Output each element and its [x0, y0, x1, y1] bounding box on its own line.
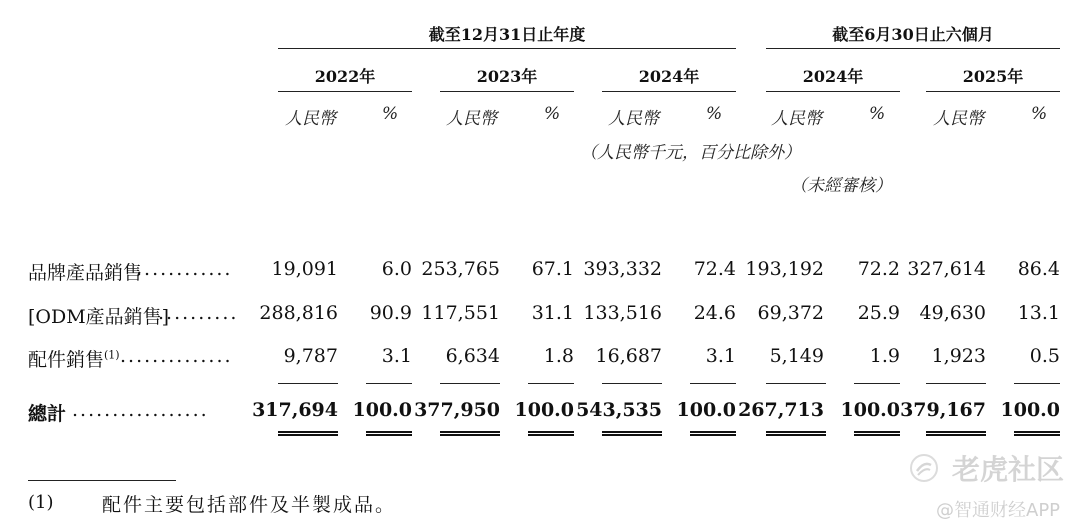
footnote-separator: [28, 480, 176, 481]
total-double-rule: [440, 431, 500, 436]
cell-total-value: 317,694: [252, 399, 338, 421]
total-double-rule: [766, 431, 826, 436]
unit-pct: %: [544, 104, 561, 124]
subtotal-rule: [278, 383, 338, 384]
cell-value: 16,687: [595, 345, 662, 367]
total-double-rule: [690, 431, 736, 436]
total-double-rule: [602, 431, 662, 436]
row-label: [28, 345, 120, 372]
cell-value: 1,923: [931, 345, 986, 367]
subtotal-rule: [766, 383, 826, 384]
cell-value: 327,614: [907, 258, 986, 280]
cell-pct: 6.0: [381, 258, 412, 280]
cell-total-pct: 100.0: [676, 399, 736, 421]
cell-pct: 3.1: [381, 345, 412, 367]
total-double-rule: [926, 431, 986, 436]
total-double-rule: [366, 431, 412, 436]
cell-pct: 3.1: [705, 345, 736, 367]
cell-total-pct: 100.0: [840, 399, 900, 421]
subtotal-rule: [1014, 383, 1060, 384]
cell-value: 69,372: [757, 302, 824, 324]
year-header: 2023年: [476, 67, 538, 86]
unit-pct: %: [706, 104, 723, 124]
year-header: 2024年: [802, 67, 864, 86]
cell-value: 393,332: [583, 258, 662, 280]
subtotal-rule: [528, 383, 574, 384]
header-group-annual: 截至12月31日止年度: [428, 25, 586, 44]
row-label: [ODM產品銷售]: [28, 306, 170, 328]
cell-pct: 72.2: [857, 258, 900, 280]
cell-value: 5,149: [769, 345, 824, 367]
leader-dots: ............: [136, 258, 233, 280]
unit-rmb: 人民幣: [446, 109, 497, 129]
subtotal-rule: [366, 383, 412, 384]
cell-pct: 25.9: [857, 302, 900, 324]
unit-rmb: 人民幣: [608, 109, 659, 129]
cell-pct: 67.1: [531, 258, 574, 280]
total-double-rule: [1014, 431, 1060, 436]
unit-rmb: 人民幣: [285, 109, 336, 129]
subtotal-rule: [854, 383, 900, 384]
cell-total-value: 267,713: [738, 399, 824, 421]
year-header-rule: [278, 91, 412, 92]
cell-pct: 1.9: [869, 345, 900, 367]
total-double-rule: [854, 431, 900, 436]
cell-total-pct: 100.0: [352, 399, 412, 421]
total-double-rule: [528, 431, 574, 436]
year-header: 2022年: [314, 67, 376, 86]
unit-pct: %: [869, 104, 886, 124]
header-group-halfyear-rule: [766, 48, 1060, 49]
cell-value: 193,192: [745, 258, 824, 280]
unit-note: （人民幣千元，百分比除外）: [580, 143, 801, 163]
cell-pct: 86.4: [1017, 258, 1060, 280]
year-header-rule: [766, 91, 900, 92]
unit-rmb: 人民幣: [933, 109, 984, 129]
unit-pct: %: [1031, 104, 1048, 124]
leader-dots: ..............: [120, 345, 233, 367]
cell-value: 49,630: [919, 302, 986, 324]
cell-value: 9,787: [283, 345, 338, 367]
cell-value: 6,634: [445, 345, 500, 367]
subtotal-rule: [690, 383, 736, 384]
cell-value: 117,551: [421, 302, 500, 324]
year-header: 2025年: [962, 67, 1024, 86]
cell-pct: 31.1: [531, 302, 574, 324]
unaudited-note: （未經審核）: [790, 176, 892, 196]
unit-rmb: 人民幣: [771, 109, 822, 129]
subtotal-rule: [440, 383, 500, 384]
header-group-halfyear: 截至6月30日止六個月: [832, 25, 994, 44]
cell-total-value: 379,167: [900, 399, 986, 421]
cell-pct: 90.9: [369, 302, 412, 324]
footnote-marker: (1): [28, 492, 54, 513]
footnote-text: 配件主要包括部件及半製成品。: [102, 494, 397, 516]
leader-dots: .................: [72, 399, 209, 421]
unit-pct: %: [382, 104, 399, 124]
cell-pct: 13.1: [1017, 302, 1060, 324]
watermark-subtext: @智通财经APP: [936, 500, 1061, 521]
cell-pct: 24.6: [693, 302, 736, 324]
year-header-rule: [602, 91, 736, 92]
footnote-ref: (1): [104, 348, 120, 362]
row-label: 品牌產品銷售: [28, 262, 143, 284]
row-label-total: 總計: [28, 403, 67, 425]
watermark-text: 老虎社区: [952, 453, 1065, 486]
cell-pct: 1.8: [543, 345, 574, 367]
cell-value: 19,091: [271, 258, 338, 280]
cell-total-value: 377,950: [414, 399, 500, 421]
subtotal-rule: [602, 383, 662, 384]
year-header: 2024年: [638, 67, 700, 86]
cell-value: 253,765: [421, 258, 500, 280]
cell-pct: 72.4: [693, 258, 736, 280]
watermark-logo-icon: [910, 454, 938, 482]
year-header-rule: [440, 91, 574, 92]
cell-total-pct: 100.0: [514, 399, 574, 421]
cell-total-pct: 100.0: [1000, 399, 1060, 421]
cell-value: 133,516: [583, 302, 662, 324]
subtotal-rule: [926, 383, 986, 384]
header-group-annual-rule: [278, 48, 736, 49]
row-label-text: 配件銷售: [28, 349, 105, 371]
year-header-rule: [926, 91, 1060, 92]
cell-total-value: 543,535: [576, 399, 662, 421]
leader-dots: ..........: [158, 302, 239, 324]
cell-value: 288,816: [259, 302, 338, 324]
cell-pct: 0.5: [1029, 345, 1060, 367]
total-double-rule: [278, 431, 338, 436]
